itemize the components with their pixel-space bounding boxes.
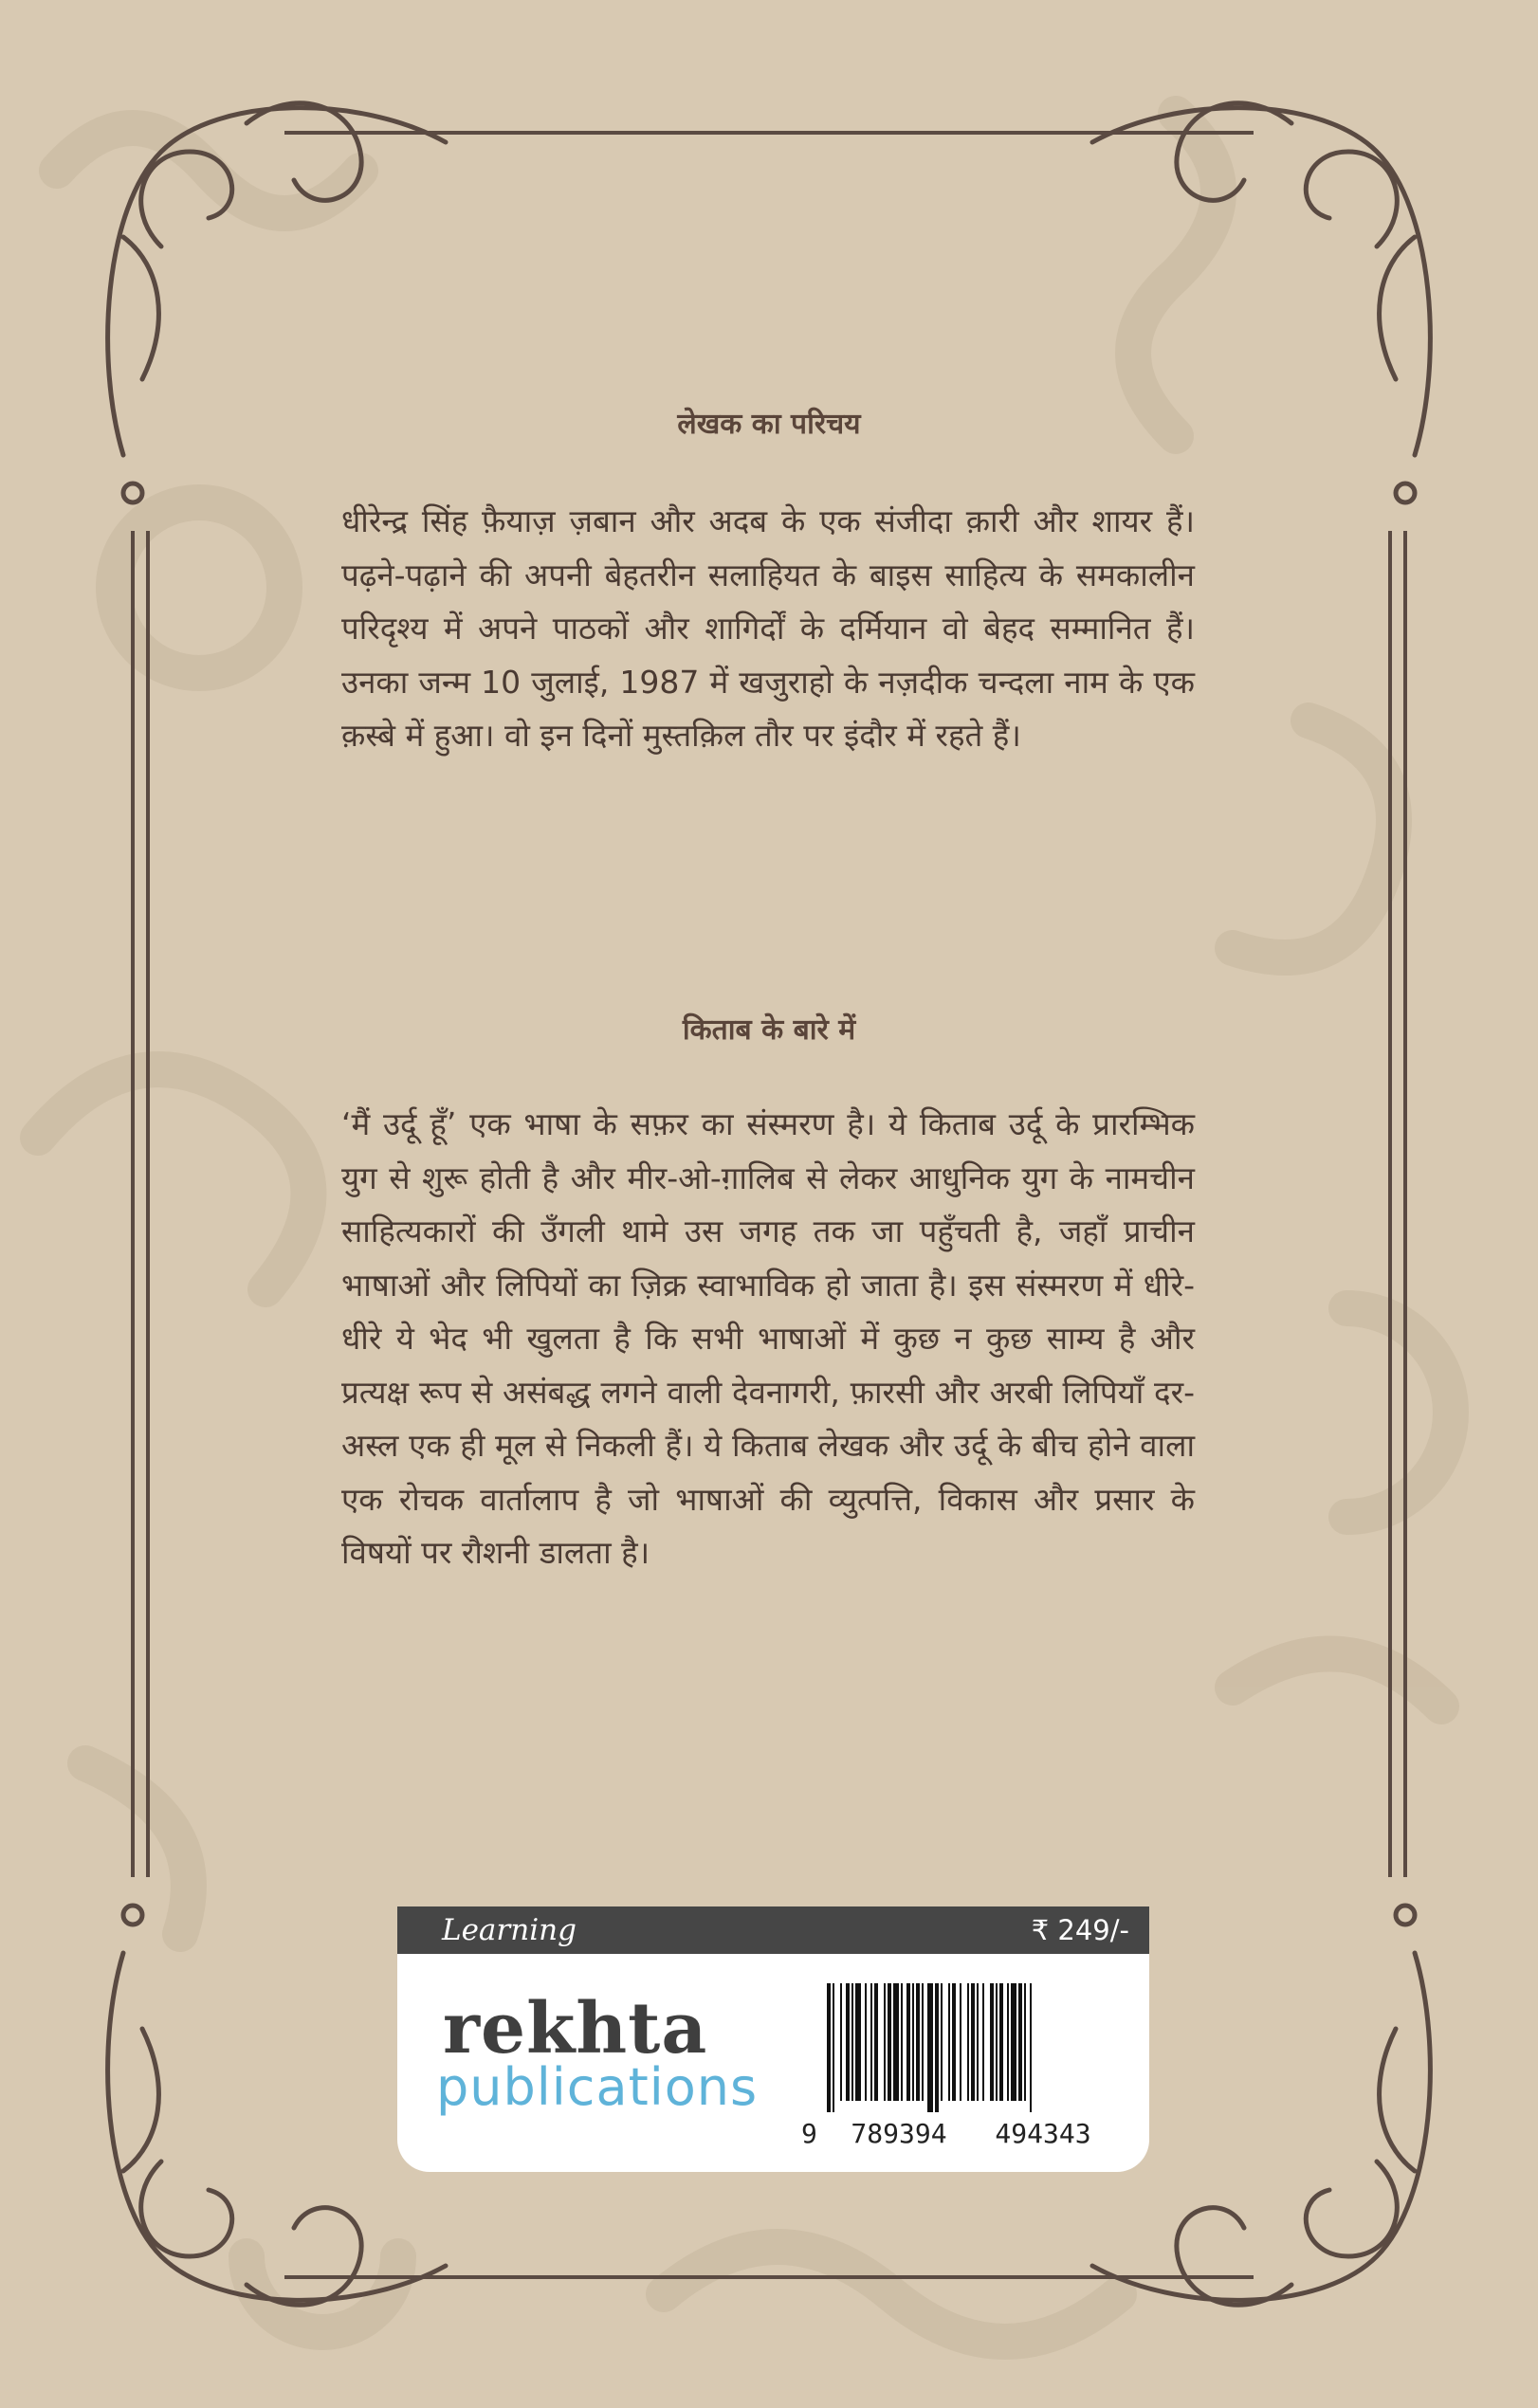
- barcode-bar: [952, 1983, 956, 2101]
- publisher-logo-rekhta: rekhta: [443, 1988, 708, 2070]
- barcode-bar: [916, 1983, 920, 2101]
- barcode-bar: [865, 1983, 867, 2101]
- book-heading: किताब के बारे में: [682, 1013, 856, 1047]
- barcode-bar: [977, 1983, 979, 2101]
- barcode-bar: [906, 1983, 910, 2101]
- barcode-bar: [833, 1983, 834, 2112]
- barcode-bar: [982, 1983, 984, 2101]
- barcode-bar: [922, 1983, 924, 2101]
- barcode-bar: [888, 1983, 891, 2101]
- barcode-bar: [840, 1983, 842, 2101]
- barcode-bar: [870, 1983, 872, 2101]
- barcode-bar: [851, 1983, 853, 2101]
- barcode-bar: [827, 1983, 831, 2112]
- barcode-bar: [948, 1983, 950, 2101]
- barcode-bar: [935, 1983, 939, 2112]
- barcode-bar: [927, 1983, 933, 2112]
- barcode-bar: [960, 1983, 961, 2101]
- isbn-group-1: 789394: [851, 2118, 947, 2149]
- barcode: [827, 1983, 1111, 2112]
- isbn-lead-digit: 9: [801, 2118, 817, 2149]
- info-bar: [397, 1906, 1149, 1954]
- barcode-bar: [1007, 1983, 1009, 2101]
- category-label: Learning: [442, 1913, 577, 1947]
- barcode-bar: [990, 1983, 994, 2101]
- barcode-bar: [996, 1983, 998, 2101]
- barcode-bar: [1011, 1983, 1016, 2101]
- publisher-card: [397, 1954, 1149, 2172]
- author-paragraph: धीरेन्द्र सिंह फ़ैयाज़ ज़बान और अदब के एक संजीदा क़ारी और शायर हैं। पढ़ने-पढ़ाने की अपनी बेहतरीन सलाहियत के बाइस साहित्य के समकालीन परिदृश्य में अपने पाठकों और शागिर्दों के दर्मियान वो बेहद सम्मानित हैं। उनका जन्म 10 जुलाई, 1987 में खजुराहो के नज़दीक चन्दला नाम के एक क़स्बे में हुआ। वो इन दिनों मुस्तक़िल तौर पर इंदौर में रहते हैं।: [341, 502, 1195, 754]
- barcode-bar: [874, 1983, 878, 2101]
- barcode-bar: [846, 1983, 850, 2101]
- barcode-bar: [855, 1983, 861, 2101]
- barcode-bar: [893, 1983, 899, 2101]
- barcode-bar: [901, 1983, 903, 2101]
- barcode-bar: [1018, 1983, 1022, 2101]
- barcode-bar: [884, 1983, 886, 2101]
- isbn-group-2: 494343: [995, 2118, 1091, 2149]
- price-label: ₹ 249/-: [1031, 1914, 1129, 1946]
- barcode-bar: [912, 1983, 914, 2101]
- barcode-bar: [967, 1983, 969, 2101]
- barcode-bar: [1024, 1983, 1026, 2101]
- barcode-bar: [1030, 1983, 1032, 2112]
- publisher-logo-publications: publications: [436, 2057, 759, 2117]
- author-heading: लेखक का परिचय: [677, 408, 861, 441]
- barcode-bar: [941, 1983, 943, 2101]
- barcode-bar: [999, 1983, 1003, 2101]
- barcode-bar: [971, 1983, 975, 2101]
- book-paragraph: ‘मैं उर्दू हूँ’ एक भाषा के सफ़र का संस्मरण है। ये किताब उर्दू के प्रारम्भिक युग से शुरू होती है और मीर-ओ-ग़ालिब से लेकर आधुनिक युग के नामचीन साहित्यकारों की उँगली थामे उस जगह तक जा पहुँचती है, जहाँ प्राचीन भाषाओं और लिपियों का ज़िक्र स्वाभाविक हो जाता है। इस संस्मरण में धीरे-धीरे ये भेद भी खुलता है कि सभी भाषाओं में कुछ न कुछ साम्य है और प्रत्यक्ष रूप से असंबद्ध लगने वाली देवनागरी, फ़ारसी और अरबी लिपियाँ दर-अस्ल एक ही मूल से निकली हैं। ये किताब लेखक और उर्दू के बीच होने वाला एक रोचक वार्तालाप है जो भाषाओं की व्युत्पत्ति, विकास और प्रसार के विषयों पर रौशनी डालता है।: [341, 1105, 1195, 1571]
